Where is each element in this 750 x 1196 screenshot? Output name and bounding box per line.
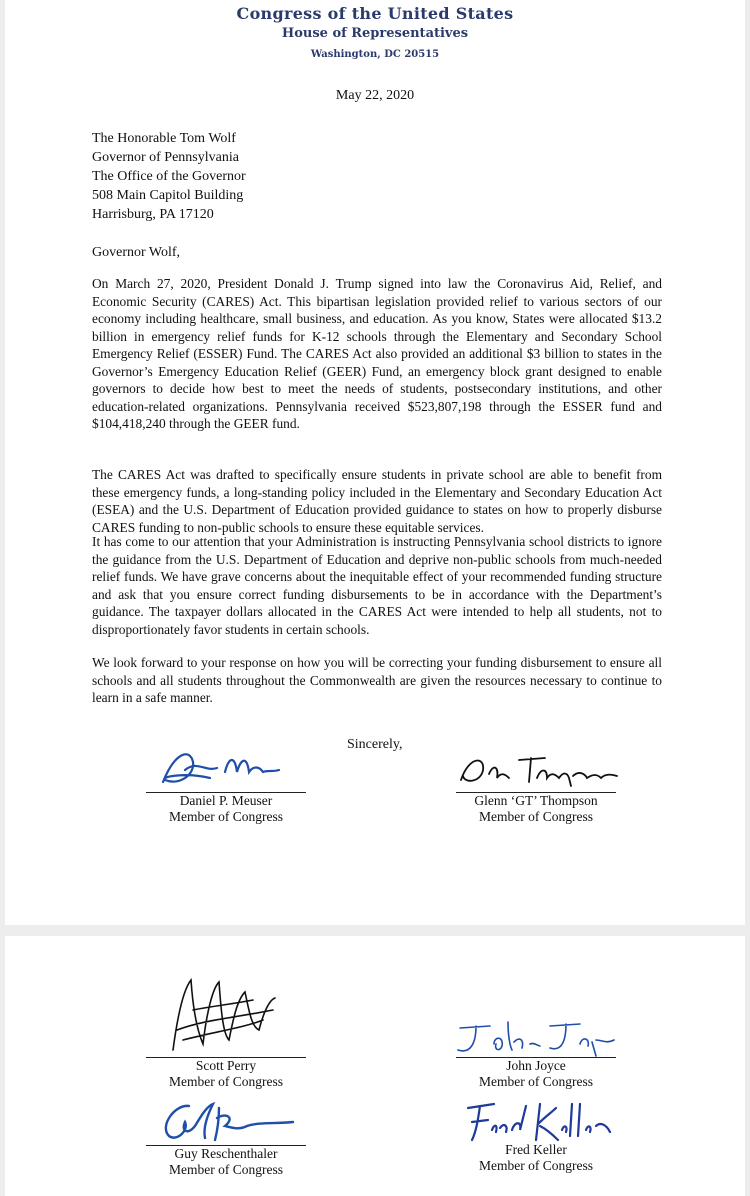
signer-name: John Joyce [506, 1058, 566, 1073]
body-paragraph: It has come to our attention that your Administration is instructing Pennsylvania school districts to ignore the guidance from the U.S. Department of Education and deprive non-public schools from much-needed relief funds. We have grave concerns about the inequitable effect of your recommended funding structure and ask that you ensure correct funding disbursements to be in accordance with the Department’s guidance. The taxpayer dollars allocated in the CARES Act were intended to help all students, not to disproportionately favor students in certain schools. [92, 534, 662, 637]
address-line: Harrisburg, PA 17120 [92, 207, 214, 222]
signature-keller [460, 1096, 620, 1144]
closing: Sincerely, [347, 737, 403, 752]
signature-perry [163, 970, 283, 1060]
address-line: Governor of Pennsylvania [92, 150, 239, 165]
body-paragraph: On March 27, 2020, President Donald J. Trump signed into law the Coronavirus Aid, Relief, and Economic Security (CARES) Act. This bipartisan legislation provided relief to various sectors of our economy including healthcare, small business, and education. As you know, States were allocated $13.2 billion in emergency relief funds for K-12 schools through the Elementary and Secondary School Emergency Relief (ESSER) Fund. The CARES Act also provided an additional $3 billion to states in the Governor’s Emergency Education Relief (GEER) Fund, an emergency block grant designed to enable governors to decide how best to meet the needs of students, postsecondary institutions, and other education-related organizations. Pennsylvania received $523,807,198 through the ESSER fund and $104,418,240 through the GEER fund. [92, 276, 662, 431]
address-line: The Honorable Tom Wolf [92, 131, 236, 146]
signature-block-reschenthaler [151, 1145, 301, 1178]
signature-block-meuser [151, 792, 301, 825]
signer-title: Member of Congress [479, 1074, 593, 1089]
signature-block-keller [461, 1141, 611, 1174]
signature-block-joyce [461, 1057, 611, 1090]
salutation: Governor Wolf, [92, 245, 181, 260]
recipient-address [92, 129, 246, 224]
signature-reschenthaler [155, 1096, 300, 1146]
signature-meuser [155, 742, 300, 790]
signer-title: Member of Congress [479, 809, 593, 824]
signer-name: Scott Perry [195, 1058, 257, 1073]
address-line: The Office of the Governor [92, 169, 246, 184]
signer-title: Member of Congress [169, 1162, 283, 1177]
signer-name: Glenn ‘GT’ Thompson [474, 793, 598, 808]
letter-page-1 [5, 0, 745, 925]
signature-block-perry [151, 1057, 301, 1090]
letterhead-subtitle: House of Representatives [281, 26, 469, 41]
signer-title: Member of Congress [169, 1074, 283, 1089]
signature-block-thompson [461, 792, 611, 825]
signer-name: Guy Reschenthaler [174, 1146, 278, 1161]
signer-name: Fred Keller [505, 1142, 567, 1157]
signature-joyce [450, 1016, 620, 1062]
body-paragraph: The CARES Act was drafted to specifically ensure students in private school are able to benefit from these emergency funds, a long-standing policy included in the Elementary and Secondary Education Act (ESEA) and the U.S. Department of Education provided guidance to states on how to properly disburse CARES funding to non-public schools to ensure these equitable services. [92, 467, 662, 535]
signer-name: Daniel P. Meuser [179, 793, 273, 808]
letterhead-city: Washington, DC 20515 [310, 49, 440, 60]
letterhead-title: Congress of the United States [236, 4, 514, 23]
signer-title: Member of Congress [169, 809, 283, 824]
letter-page-2 [5, 936, 745, 1196]
body-paragraph: We look forward to your response on how you will be correcting your funding disbursement to ensure all schools and all students throughout the Commonwealth are given the resources necessary to continue to learn in a safe manner. [92, 655, 662, 705]
letter-date: May 22, 2020 [335, 88, 415, 103]
address-line: 508 Main Capitol Building [92, 188, 244, 203]
signature-thompson [455, 750, 625, 790]
signer-title: Member of Congress [479, 1158, 593, 1173]
